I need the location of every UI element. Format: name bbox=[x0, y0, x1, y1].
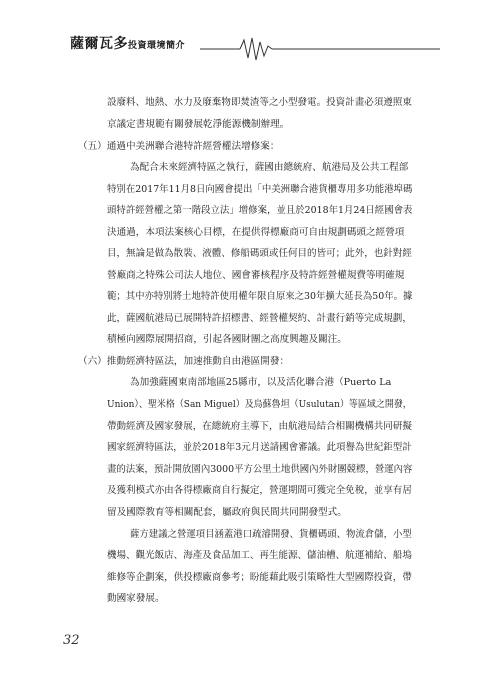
section-heading: （六）推動經濟特區法，加速推動自由港區開發： bbox=[78, 356, 290, 367]
paragraph-line: 頭特許經營權之第一階段立法」增修案，並且於2018年1月24日經國會表 bbox=[107, 205, 413, 216]
paragraph-line: 京議定書規範有關發展乾淨能源機制辦理。 bbox=[107, 119, 290, 130]
paragraph-line: 機場、觀光飯店、海產及食品加工、再生能源、儲油槽、航運補給、船塢 bbox=[107, 550, 412, 561]
paragraph-line: 帶動經濟及國家發展，在總統府主導下，由航港局結合相關機構共同研擬 bbox=[107, 421, 412, 432]
section-heading: （五）通過中美洲聯合港特許經營權法增修案： bbox=[78, 141, 280, 152]
paragraph-line: 動國家發展。 bbox=[107, 593, 165, 604]
paragraph-line: 畫的法案，預計開放園內3000平方公里土地供國內外財團競標，營運內容 bbox=[107, 464, 413, 475]
paragraph-line: 為配合未來經濟特區之執行，薩國由總統府、航港局及公共工程部 bbox=[130, 162, 409, 173]
paragraph-line: 決通過，本項法案核心目標，在提供得標廠商可自由規劃碼頭之經營項 bbox=[107, 227, 405, 238]
paragraph-line: 為加強薩國東南部地區25縣市，以及活化聯合港（Puerto La bbox=[130, 377, 392, 388]
paragraph-line: Union）、聖米格（San Miguel）及烏蘇魯坦（Usulutan）等區域之開發， bbox=[107, 399, 412, 410]
paragraph-line: 此，薩國航港局已展開特許招標書、經營權契約、計畫行銷等完成規劃， bbox=[107, 313, 412, 324]
paragraph-line: 營廠商之特殊公司法人地位、國會審核程序及特許經營權規費等明確規 bbox=[107, 270, 405, 281]
paragraph-line: 維修等企劃案，供投標廠商參考；盼能藉此吸引策略性大型國際投資，帶 bbox=[107, 572, 412, 583]
paragraph-line: 及獲利模式亦由各得標廠商自行擬定，營運期間可獲完全免稅，並享有居 bbox=[107, 485, 412, 496]
paragraph-line: 留及國際教育等相關配套，屬政府與民間共同開發型式。 bbox=[107, 507, 347, 518]
paragraph-line: 範；其中亦特別將土地特許使用權年限自原來之30年擴大延長為50年。據 bbox=[107, 291, 413, 302]
paragraph-line: 國家經濟特區法，並於2018年3元月送請國會審議。此項譽為世紀鉅型計 bbox=[107, 442, 412, 453]
paragraph-line: 特別在2017年11月8日向國會提出「中美洲聯合港貨櫃專用多功能港埠碼 bbox=[107, 184, 413, 195]
header-title: 薩爾瓦多投資環境簡介 bbox=[70, 36, 186, 52]
paragraph-line: 設廢料、地熱、水力及廢棄物即焚渣等之小型發電。投資計畫必須遵照東 bbox=[107, 97, 412, 108]
paragraph-line: 薩方建議之營運項目涵蓋港口疏濬開發、貨櫃碼頭、物流倉儲，小型 bbox=[130, 529, 412, 540]
paragraph-line: 積極向國際展開招商，引起各國財團之高度興趣及關注。 bbox=[107, 334, 347, 345]
paragraph-line: 目，無論是做為散裝、液體、修船碼頭或任何目的皆可；此外，也針對經 bbox=[107, 248, 412, 259]
page-number: 32 bbox=[63, 633, 80, 648]
